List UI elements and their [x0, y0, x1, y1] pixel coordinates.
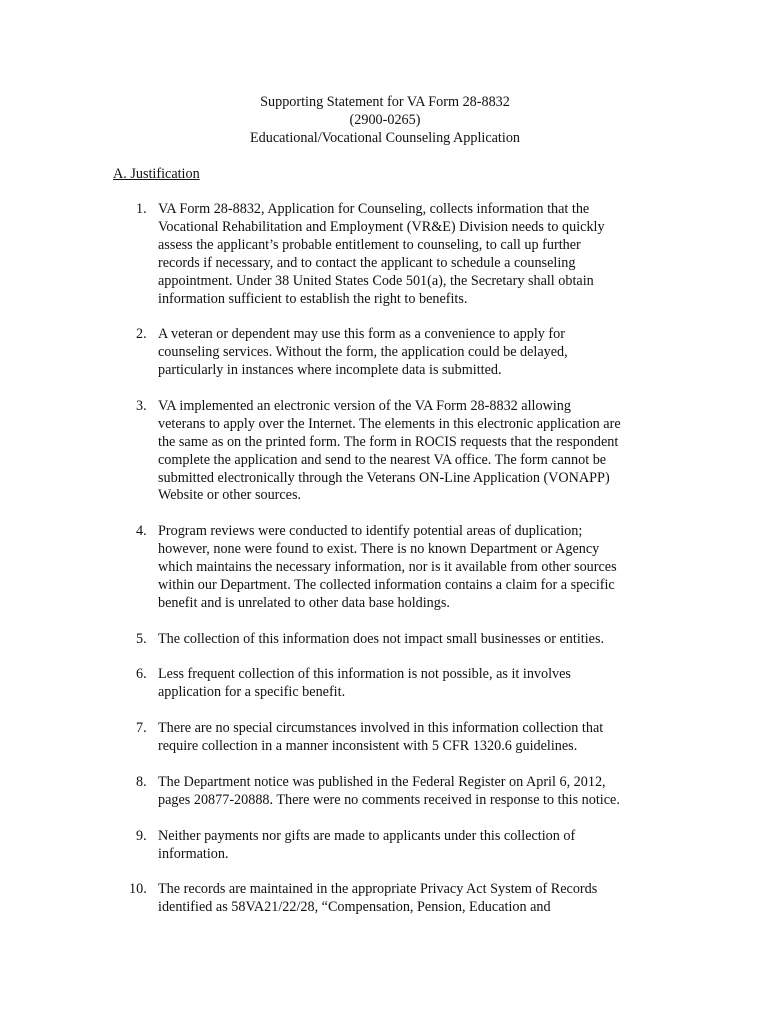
text-line: identified as 58VA21/22/28, “Compensation, Pension, Education and	[158, 899, 551, 916]
text-line: Website or other sources.	[158, 487, 302, 504]
text-line: Program reviews were conducted to identify potential areas of duplication;	[158, 523, 583, 540]
list-item-text	[158, 326, 659, 380]
text-line: submitted electronically through the Veterans ON-Line Application (VONAPP)	[158, 469, 610, 486]
text-line: Neither payments nor gifts are made to applicants under this collection of	[158, 827, 576, 844]
text-line: assess the applicant’s probable entitlement to counseling, to call up further	[158, 236, 581, 253]
list-item	[114, 398, 659, 505]
list-item-number: 9.	[136, 827, 147, 844]
list-item-number: 8.	[136, 773, 147, 790]
title-line-form: Supporting Statement for VA Form 28-8832	[260, 94, 510, 110]
list-item	[114, 666, 659, 702]
text-line: the same as on the printed form. The form in ROCIS requests that the respondent	[158, 433, 619, 450]
list-item	[114, 523, 659, 613]
list-item-text	[158, 881, 659, 917]
list-item-text	[158, 523, 659, 613]
list-item-text	[158, 398, 659, 505]
text-line: particularly in instances where incomplete data is submitted.	[158, 362, 502, 379]
text-line: however, none were found to exist. There is no known Department or Agency	[158, 541, 600, 558]
text-line: within our Department. The collected information contains a claim for a specific	[158, 576, 615, 593]
section-heading-justification: A. Justification	[113, 166, 200, 182]
list-item-number: 1.	[136, 201, 147, 217]
text-line: counseling services. Without the form, the application could be delayed,	[158, 344, 568, 361]
list-item-number: 2.	[136, 326, 147, 343]
text-line: Vocational Rehabilitation and Employment (VR&E) Division needs to quickly	[158, 218, 605, 235]
list-item-text	[158, 828, 659, 864]
text-line: records if necessary, and to contact the applicant to schedule a counseling	[158, 254, 576, 271]
document-title	[0, 94, 770, 148]
list-item-text	[158, 720, 659, 756]
list-item	[114, 774, 659, 810]
text-line: which maintains the necessary information, nor is it available from other sources	[158, 559, 617, 576]
text-line: Less frequent collection of this information is not possible, as it involves	[158, 666, 571, 683]
text-line: information.	[158, 845, 229, 862]
text-line: The Department notice was published in the Federal Register on April 6, 2012,	[158, 773, 606, 790]
list-item	[114, 881, 659, 917]
list-item	[114, 326, 659, 380]
list-item-number: 6.	[136, 666, 147, 683]
text-line: appointment. Under 38 United States Code 501(a), the Secretary shall obtain	[158, 272, 594, 289]
list-item-number: 3.	[136, 397, 147, 414]
list-item-number: 7.	[136, 720, 147, 737]
title-line-application-name: Educational/Vocational Counseling Application	[249, 129, 521, 146]
list-item-number: 10.	[129, 881, 147, 898]
text-line: benefit and is unrelated to other data base holdings.	[158, 594, 450, 611]
text-line: There are no special circumstances involved in this information collection that	[158, 720, 604, 737]
list-item-text	[158, 201, 659, 308]
text-line: The records are maintained in the appropriate Privacy Act System of Records	[158, 881, 598, 898]
list-item	[114, 631, 659, 649]
text-line: VA Form 28-8832, Application for Counseling, collects information that the	[158, 201, 590, 217]
text-line: The collection of this information does not impact small businesses or entities.	[158, 630, 605, 647]
justification-list	[114, 201, 659, 935]
text-line: pages 20877-20888. There were no comments received in response to this notice.	[158, 791, 620, 808]
text-line: veterans to apply over the Internet. The elements in this electronic application are	[158, 415, 621, 432]
list-item-text	[158, 774, 659, 810]
list-item-number: 4.	[136, 523, 147, 540]
list-item-text	[158, 666, 659, 702]
text-line: application for a specific benefit.	[158, 684, 346, 701]
text-line: information sufficient to establish the right to benefits.	[158, 290, 468, 307]
list-item	[114, 720, 659, 756]
list-item-text	[158, 631, 659, 649]
text-line: VA implemented an electronic version of the VA Form 28-8832 allowing	[158, 397, 571, 414]
text-line: A veteran or dependent may use this form as a convenience to apply for	[158, 326, 565, 343]
text-line: require collection in a manner inconsistent with 5 CFR 1320.6 guidelines.	[158, 738, 578, 755]
text-line: complete the application and send to the nearest VA office. The form cannot be	[158, 451, 607, 468]
title-line-omb-number: (2900-0265)	[349, 111, 421, 128]
list-item	[114, 828, 659, 864]
list-item-number: 5.	[136, 630, 147, 647]
list-item	[114, 201, 659, 308]
